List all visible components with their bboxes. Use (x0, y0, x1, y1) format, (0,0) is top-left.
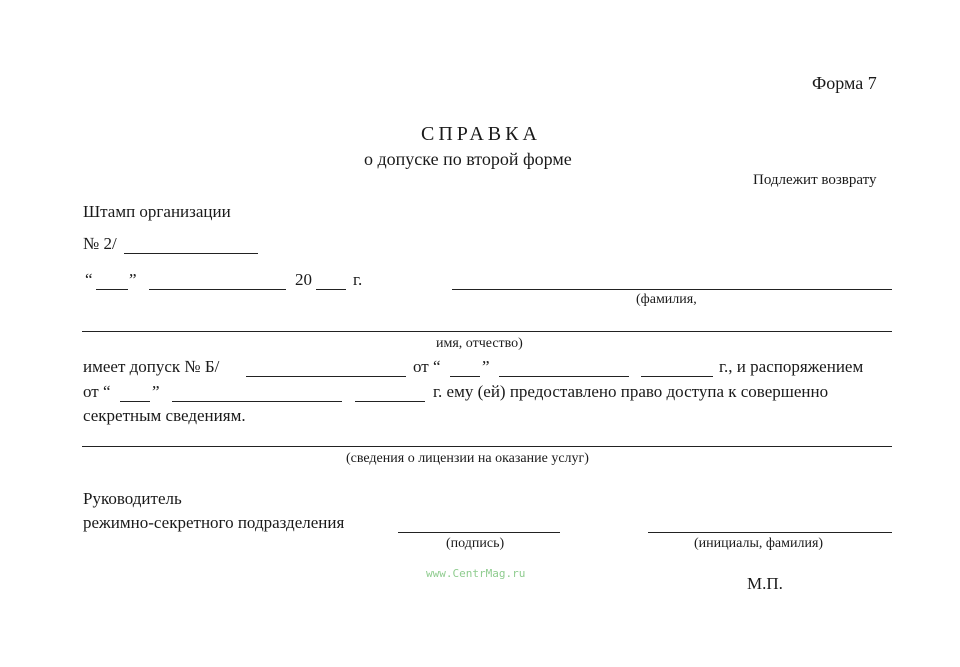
access-number-line (246, 376, 406, 377)
name-field-line (82, 331, 892, 332)
line1-day-line (450, 376, 480, 377)
watermark-text: www.CentrMag.ru (426, 567, 526, 580)
line2-end-text: г. ему (ей) предоставлено право доступа к совершенно (433, 382, 829, 401)
date-year-line (316, 289, 346, 290)
license-caption: (сведения о лицензии на оказание услуг) (346, 451, 589, 466)
signature-line (398, 532, 560, 533)
line3-text: секретным сведениям. (83, 406, 246, 425)
return-note: Подлежит возврату (753, 172, 877, 188)
line2-close-quote: ” (152, 382, 160, 401)
year-prefix: 20 (295, 270, 312, 289)
line2-day-line (120, 401, 150, 402)
date-day-line (96, 289, 128, 290)
signature-caption: (подпись) (446, 536, 505, 551)
number-prefix: № 2/ (83, 234, 117, 253)
date-month-line (149, 289, 286, 290)
form-number: Форма 7 (812, 73, 877, 93)
line2-year-line (355, 401, 425, 402)
seal-label: М.П. (747, 574, 783, 593)
document-subtitle: о допуске по второй форме (364, 149, 572, 169)
line1-from-label: от “ (413, 357, 441, 376)
date-open-quote: “ (85, 270, 93, 289)
line1-year-line (641, 376, 713, 377)
line1-close-quote: ” (482, 357, 490, 376)
line2-from-label: от “ (83, 382, 111, 401)
initials-line (648, 532, 892, 533)
access-number-label: имеет допуск № Б/ (83, 357, 220, 376)
initials-caption: (инициалы, фамилия) (694, 536, 824, 551)
role-line1: Руководитель (83, 489, 182, 508)
line2-month-line (172, 401, 342, 402)
line1-end-text: г., и распоряжением (719, 357, 864, 376)
stamp-label: Штамп организации (83, 202, 231, 221)
year-suffix: г. (353, 270, 363, 289)
number-field-line (124, 253, 258, 254)
name-caption: имя, отчество) (436, 336, 523, 351)
role-line2: режимно-секретного подразделения (83, 513, 345, 532)
line1-month-line (499, 376, 629, 377)
surname-field-line (452, 289, 892, 290)
document-title: СПРАВКА (421, 123, 541, 145)
surname-caption: (фамилия, (636, 292, 697, 307)
date-close-quote: ” (129, 270, 137, 289)
license-field-line (82, 446, 892, 447)
